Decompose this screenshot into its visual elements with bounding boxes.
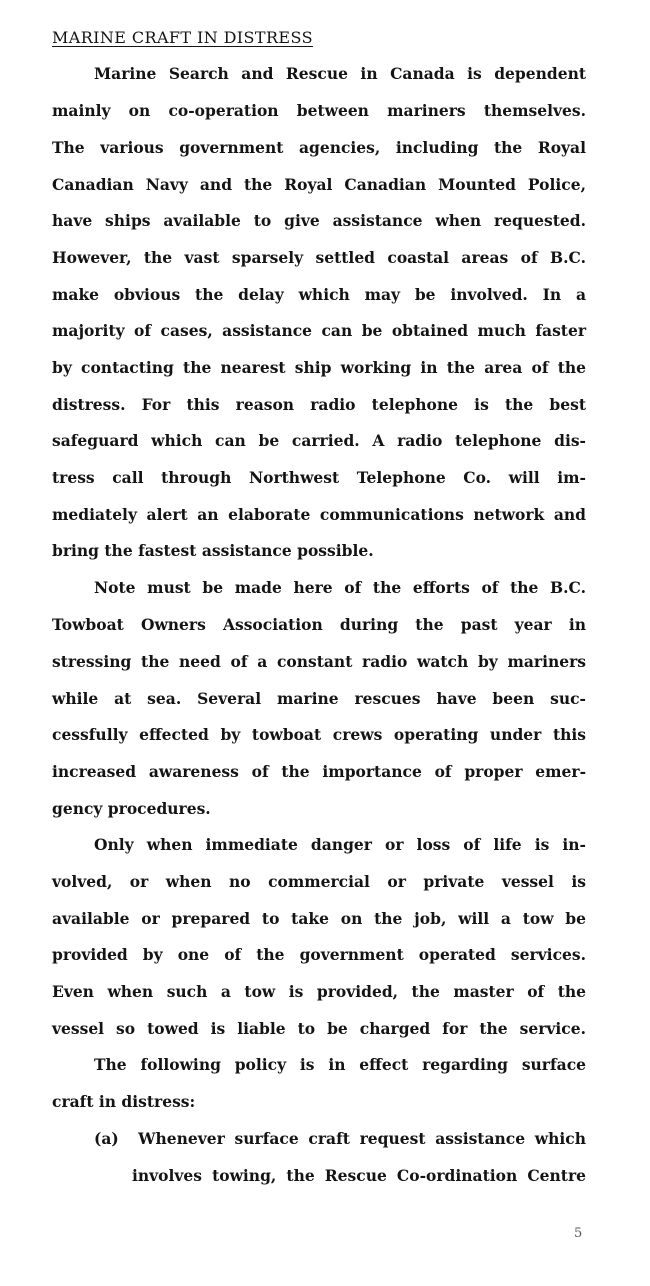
paragraph-1-line: distress. For this reason radio telephone is the best [52, 395, 586, 414]
paragraph-4-line: The following policy is in effect regarding surface [94, 1055, 586, 1074]
paragraph-3-line: volved, or when no commercial or private vessel is [52, 872, 586, 891]
paragraph-3-line: vessel so towed is liable to be charged for the service. [52, 1019, 586, 1038]
paragraph-2-line: cessfully effected by towboat crews operating under this [52, 725, 586, 744]
paragraph-1-line: The various government agencies, including the Royal [52, 138, 586, 157]
paragraph-3-line: provided by one of the government operated services. [52, 945, 586, 964]
paragraph-3-line: available or prepared to take on the job, will a tow be [52, 909, 586, 928]
list-item-a-line: involves towing, the Rescue Co-ordination Centre [132, 1166, 586, 1185]
paragraph-1-line: Canadian Navy and the Royal Canadian Mounted Police, [52, 175, 586, 194]
paragraph-1-line: safeguard which can be carried. A radio telephone dis- [52, 431, 586, 450]
paragraph-4-line: craft in distress: [52, 1092, 196, 1111]
paragraph-2-line: Note must be made here of the efforts of the B.C. [94, 578, 586, 597]
paragraph-1-line: However, the vast sparsely settled coastal areas of B.C. [52, 248, 586, 267]
list-item-a-line: (a) Whenever surface craft request assistance which [94, 1129, 586, 1148]
paragraph-1-line: have ships available to give assistance when requested. [52, 211, 586, 230]
paragraph-1-line: mainly on co-operation between mariners themselves. [52, 101, 586, 120]
page-number: 5 [574, 1226, 583, 1241]
paragraph-2-line: increased awareness of the importance of proper emer- [52, 762, 586, 781]
paragraph-2-line: gency procedures. [52, 799, 211, 818]
paragraph-2-line: stressing the need of a constant radio watch by mariners [52, 652, 586, 671]
paragraph-1-line: mediately alert an elaborate communications network and [52, 505, 586, 524]
paragraph-1-line: bring the fastest assistance possible. [52, 541, 374, 560]
paragraph-3-line: Only when immediate danger or loss of life is in- [94, 835, 586, 854]
section-heading: MARINE CRAFT IN DISTRESS [52, 28, 313, 47]
paragraph-1-line: majority of cases, assistance can be obtained much faster [52, 321, 586, 340]
paragraph-1-line: tress call through Northwest Telephone Co. will im- [52, 468, 586, 487]
paragraph-1-line: Marine Search and Rescue in Canada is dependent [94, 64, 586, 83]
paragraph-2-line: while at sea. Several marine rescues have been suc- [52, 689, 586, 708]
paragraph-1-line: by contacting the nearest ship working in the area of the [52, 358, 586, 377]
paragraph-3-line: Even when such a tow is provided, the master of the [52, 982, 586, 1001]
paragraph-1-line: make obvious the delay which may be involved. In a [52, 285, 586, 304]
paragraph-2-line: Towboat Owners Association during the past year in [52, 615, 586, 634]
